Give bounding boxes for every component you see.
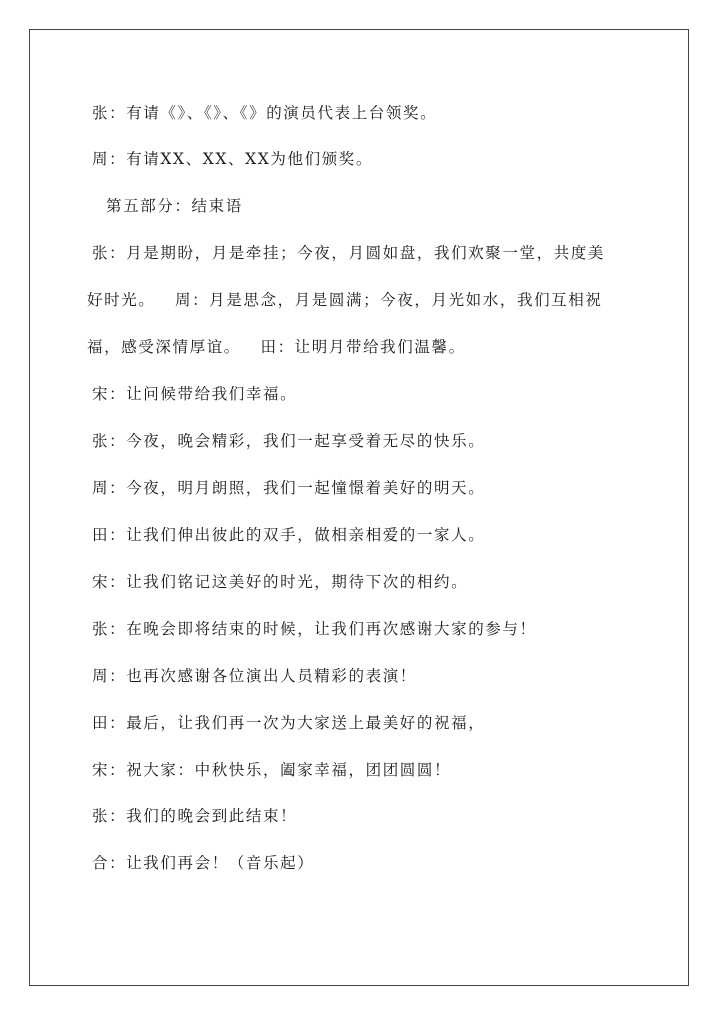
text-line: 周：有请XX、XX、XX为他们颁奖。 (92, 150, 374, 168)
text-line: 周：今夜，明月朗照，我们一起憧憬着美好的明天。 (92, 479, 486, 497)
text-line: 田：让我们伸出彼此的双手，做相亲相爱的一家人。 (92, 526, 486, 544)
text-line: 周：也再次感谢各位演出人员精彩的表演！ (92, 667, 417, 685)
text-line: 宋：让问候带给我们幸福。 (92, 385, 298, 403)
text-line: 张：有请《》、《》、《》的演员代表上台领奖。 (92, 104, 438, 122)
text-line: 好时光。 周：月是思念，月是圆满；今夜，月光如水，我们互相祝 (87, 291, 603, 309)
text-line: 张：我们的晚会到此结束！ (92, 807, 298, 825)
text-line: 宋：让我们铭记这美好的时光，期待下次的相约。 (92, 573, 469, 591)
section-heading: 第五部分：结束语 (106, 197, 243, 215)
text-line: 张：月是期盼，月是牵挂；今夜，月圆如盘，我们欢聚一堂，共度美 (92, 244, 606, 262)
text-line: 张：今夜，晚会精彩，我们一起享受着无尽的快乐。 (92, 432, 486, 450)
text-line: 田：最后，让我们再一次为大家送上最美好的祝福， (92, 714, 486, 732)
text-line: 合：让我们再会！（音乐起） (92, 854, 315, 872)
page-frame (29, 29, 689, 986)
text-line: 福，感受深情厚谊。 田：让明月带给我们温馨。 (87, 338, 466, 356)
text-line: 宋：祝大家：中秋快乐，阖家幸福，团团圆圆！ (92, 761, 452, 779)
text-line: 张：在晚会即将结束的时候，让我们再次感谢大家的参与！ (92, 620, 537, 638)
